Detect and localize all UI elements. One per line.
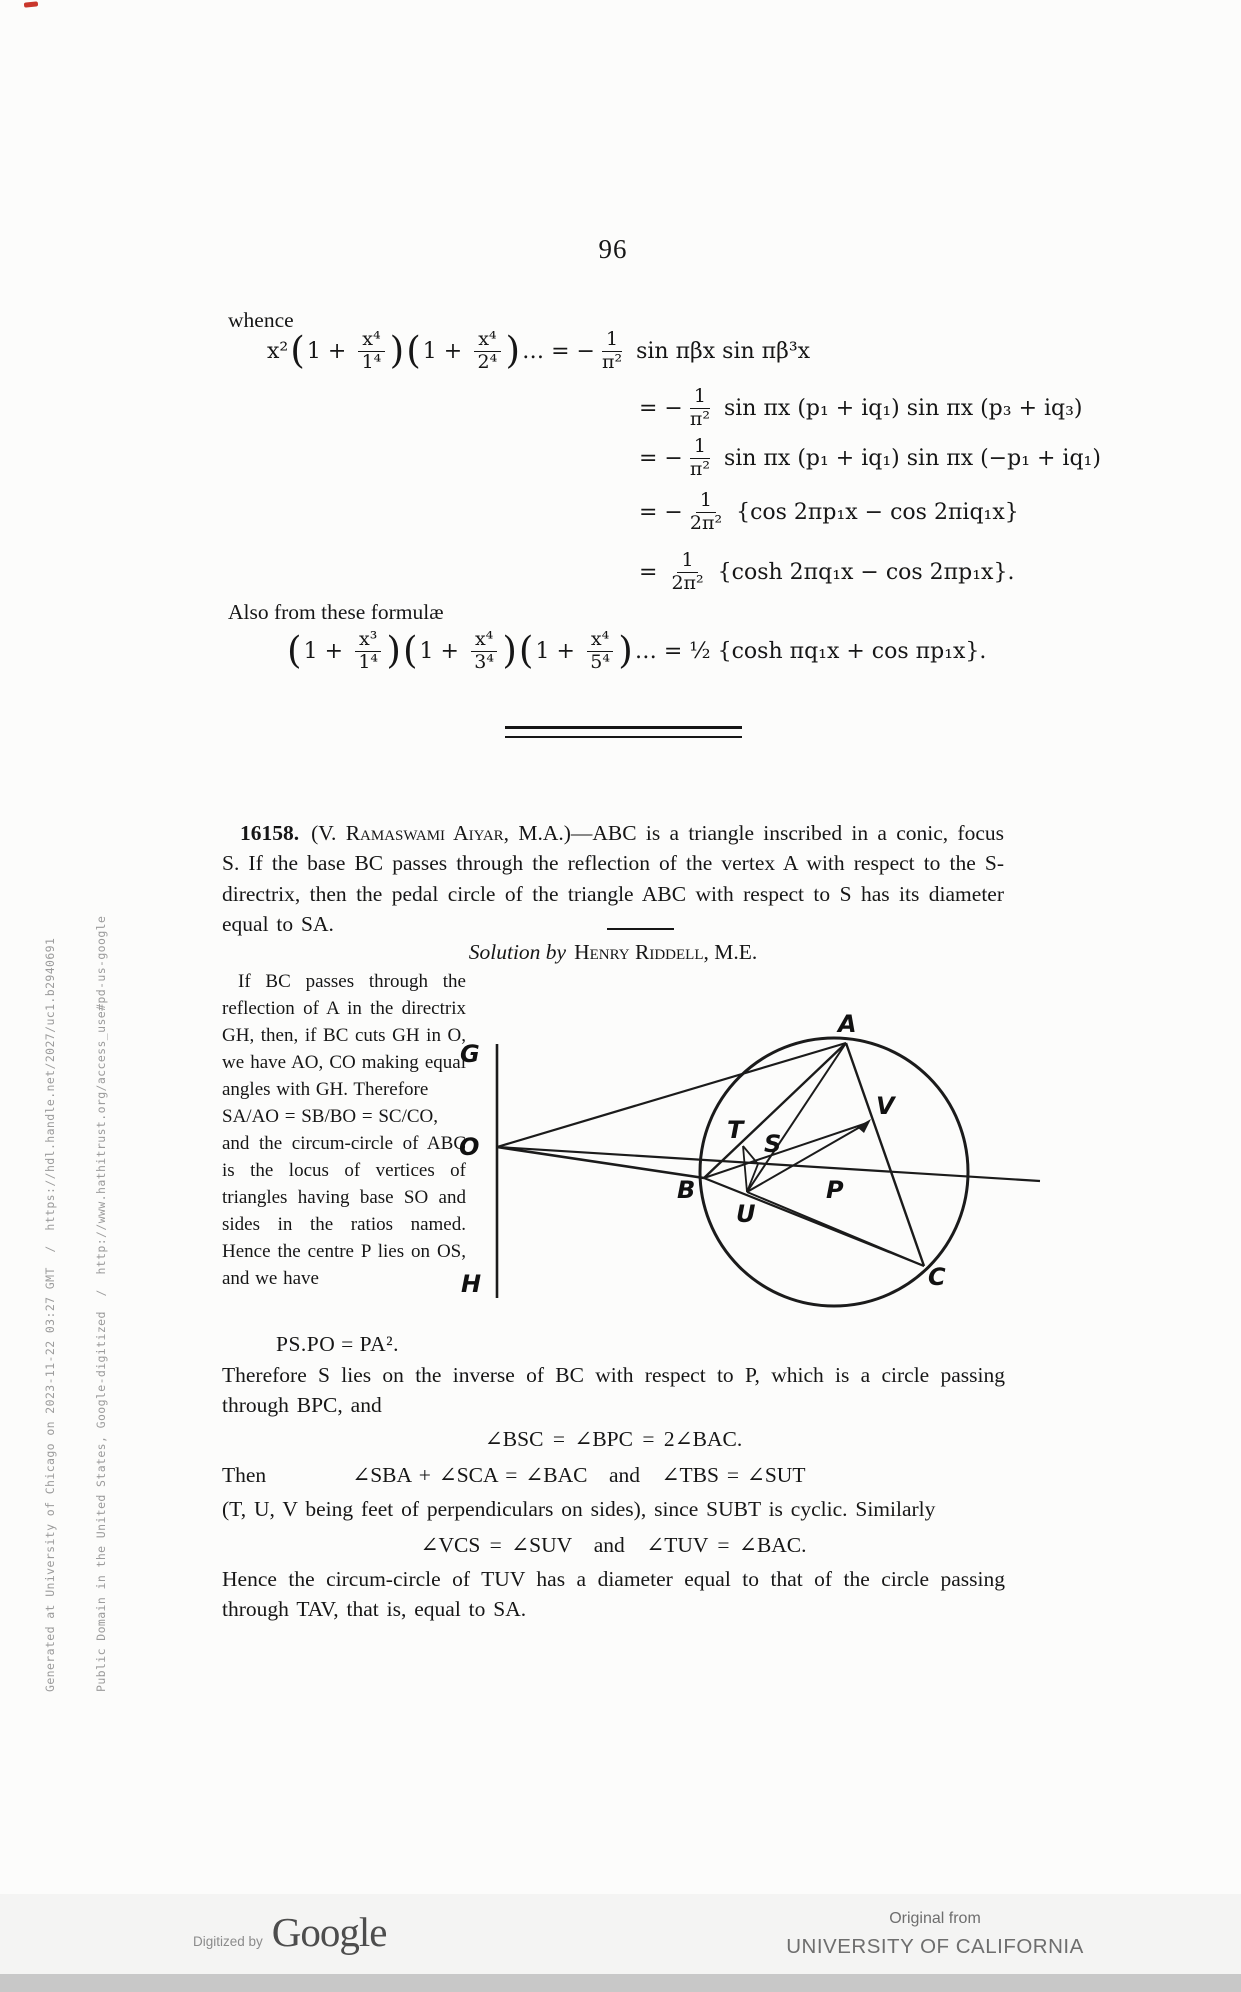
math-token: = <box>639 559 665 585</box>
digitized-by-google <box>193 1908 386 1956</box>
solution-paragraph-2: and the circum-circle of ABC is the locus of vertices of triangles having base SO and sides in the ratios named. Hence the centre P lies on OS, and we have <box>222 1133 466 1289</box>
problem-author: (V. Ramaswami Aiyar, M.A.) <box>311 820 571 845</box>
solution-left-column <box>222 968 466 1292</box>
math-token: $\frac{1}{\text{π²}}$ <box>689 385 710 430</box>
whence-label: whence <box>228 308 294 332</box>
angle-equation-sba: ∠SBA + ∠SCA = ∠BAC and ∠TBS = ∠SUT <box>352 1463 806 1487</box>
equation-line-4 <box>638 483 1020 541</box>
angle-equation-bsc: ∠BSC = ∠BPC = 2∠BAC. <box>484 1427 743 1451</box>
math-token: $\frac{\text{x⁴}}{\text{5⁴}}$ <box>587 629 613 673</box>
equation-line-3 <box>638 429 1102 487</box>
scan-artifact-red-mark <box>24 1 38 7</box>
math-token: 1 + <box>303 638 351 664</box>
line-A-U <box>747 1043 846 1192</box>
equation-product <box>286 622 987 680</box>
problem-text: —ABC is a triangle inscribed in a conic, focus S. If the base BC passes through the reflection of the vertex A with respect to the S-directrix, then the pedal circle of the triangle ABC with respect to S has its diameter equal to SA. <box>222 820 1004 936</box>
pedal-circle-figure <box>452 1000 1052 1318</box>
math-token: ) <box>502 628 517 672</box>
math-token: … = ½ {cosh πq₁x + cos πp₁x}. <box>634 638 987 664</box>
equation-line-1 <box>266 322 811 380</box>
math-token: ( <box>402 628 418 672</box>
math-token: $\frac{1}{\text{2π²}}$ <box>689 489 723 534</box>
arrowhead-at-V <box>857 1119 871 1133</box>
label-C: C <box>928 1263 946 1291</box>
solution-by-label: Solution by <box>468 940 567 964</box>
math-token: $\frac{\text{x⁴}}{\text{3⁴}}$ <box>471 629 497 673</box>
math-token: = − <box>639 445 683 471</box>
label-A: A <box>838 1010 857 1038</box>
page-number: 96 <box>598 234 628 264</box>
solution-continuation <box>222 1360 1005 1624</box>
label-P: P <box>826 1176 844 1204</box>
solution-paragraph-4: (T, U, V being feet of perpendiculars on sides), since SUBT is cyclic. Similarly <box>222 1497 936 1521</box>
label-H: H <box>461 1270 482 1298</box>
separator-rule <box>607 928 674 930</box>
math-token: ) <box>389 328 405 372</box>
solution-heading <box>222 940 1004 965</box>
math-token: x² <box>267 338 289 364</box>
digitized-by-label: Digitized by <box>193 1934 263 1949</box>
also-from-formulae-label: Also from these formulæ <box>228 600 444 624</box>
math-token: 1 + <box>535 638 582 664</box>
footer-bottom-strip <box>0 1974 1241 1992</box>
math-token: $\frac{\text{x³}}{\text{1⁴}}$ <box>355 629 381 673</box>
math-token: ( <box>406 328 421 372</box>
label-G: G <box>460 1040 480 1068</box>
label-V: V <box>876 1092 895 1120</box>
library-margin-notes <box>8 777 127 1692</box>
double-rule-divider <box>505 726 742 738</box>
math-token: ( <box>518 628 534 672</box>
margin-note-public-domain: Public Domain in the United States, Google-digitized / http://www.hathitrust.org/access_use#pd-us-google <box>94 915 108 1692</box>
label-B: B <box>677 1176 696 1204</box>
original-from-label: Original from <box>889 1910 981 1927</box>
line-O-A <box>497 1043 846 1147</box>
line-A-C <box>846 1043 924 1266</box>
equation-line-5 <box>638 543 1015 601</box>
math-token: $\frac{1}{\text{2π²}}$ <box>671 549 704 594</box>
original-from-block <box>745 1910 1125 1959</box>
math-token: sin πx (p₁ + iq₁) sin πx (p₃ + iq₃) <box>716 395 1083 421</box>
label-U: U <box>736 1200 756 1228</box>
solution-paragraph-5: Hence the circum-circle of TUV has a diameter equal to that of the circle passing through TAV, that is, equal to SA. <box>222 1567 1005 1621</box>
math-token: ) <box>386 628 401 672</box>
math-token: = − <box>639 499 683 525</box>
math-token: {cosh 2πq₁x − cos 2πp₁x}. <box>710 559 1015 585</box>
problem-statement <box>222 818 1004 940</box>
label-T: T <box>727 1116 744 1144</box>
line-O-B <box>497 1147 704 1178</box>
institution-name: UNIVERSITY OF CALIFORNIA <box>786 1935 1084 1958</box>
math-token: $\frac{\text{x⁴}}{\text{2⁴}}$ <box>474 329 500 373</box>
math-token: = − <box>639 395 683 421</box>
line-T-U <box>743 1146 747 1192</box>
angle-equation-vcs: ∠VCS = ∠SUV and ∠TUV = ∠BAC. <box>420 1533 807 1557</box>
math-token: sin πβx sin πβ³x <box>629 338 811 364</box>
solver-name: Henry Riddell, M.E. <box>574 940 758 964</box>
math-token: ( <box>287 628 302 672</box>
math-token: $\frac{\text{x⁴}}{\text{1⁴}}$ <box>358 329 384 373</box>
solution-paragraph-3: Therefore S lies on the inverse of BC with respect to P, which is a circle passing through BPC, and <box>222 1363 1005 1417</box>
google-logo: Google <box>271 1909 387 1955</box>
ps-po-equation: PS.PO = PA². <box>276 1332 399 1356</box>
then-line <box>222 1460 1005 1490</box>
label-S: S <box>764 1130 782 1158</box>
math-token: 1 + <box>306 338 354 364</box>
math-token: {cos 2πp₁x − cos 2πiq₁x} <box>729 499 1019 525</box>
problem-number: 16158. <box>240 820 300 845</box>
math-token: $\frac{1}{\text{π²}}$ <box>689 435 710 480</box>
then-label: Then <box>222 1463 267 1487</box>
math-token: $\frac{1}{\text{π²}}$ <box>602 328 623 373</box>
margin-note-generated: Generated at University of Chicago on 2023-11-22 03:27 GMT / https://hdl.handle.net/2027/uc1.b2940691 <box>43 937 57 1692</box>
math-token: 1 + <box>422 338 470 364</box>
math-token: ) <box>505 328 521 372</box>
solution-paragraph-1: If BC passes through the reflection of A in the directrix GH, then, if BC cuts GH in O, we have AO, CO making equal angles with GH. Therefore <box>222 971 466 1100</box>
ratio-equation: SA/AO = SB/BO = SC/CO, <box>222 1106 439 1127</box>
math-token: sin πx (p₁ + iq₁) sin πx (−p₁ + iq₁) <box>716 445 1101 471</box>
math-token: 1 + <box>419 638 466 664</box>
label-O: O <box>459 1133 480 1161</box>
math-token: … = − <box>522 338 595 364</box>
math-token: ( <box>290 328 305 372</box>
math-token: ) <box>618 628 633 672</box>
